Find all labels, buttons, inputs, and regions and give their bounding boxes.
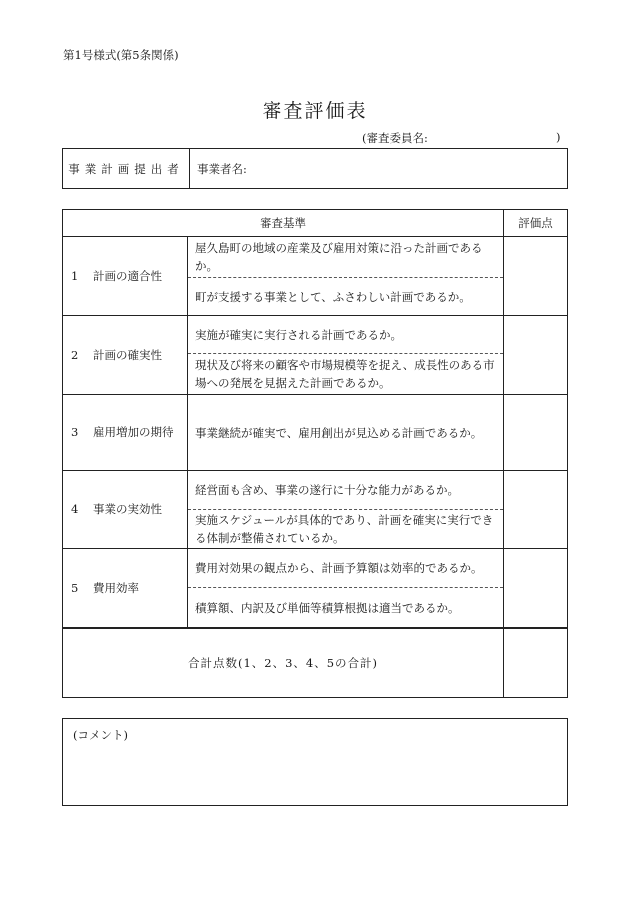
criterion-item: 経営面も含め、事業の遂行に十分な能力があるか。 (195, 483, 460, 497)
total-score-cell[interactable] (504, 629, 567, 698)
criterion-item: 現状及び将来の顧客や市場規模等を捉え、成長性のある市場への発展を見据えた計画であるか。 (195, 358, 495, 390)
reviewer-label: (審査委員名: (362, 131, 428, 145)
score-cell[interactable] (504, 395, 567, 470)
reviewer-name-line (362, 130, 562, 146)
criterion-item: 町が支援する事業として、ふさわしい計画であるか。 (195, 289, 471, 304)
criterion-item: 屋久島町の地域の産業及び雇用対策に沿った計画であるか。 (195, 241, 483, 273)
section-title: 計画の確実性 (93, 347, 162, 362)
section-number: 5 (71, 580, 79, 595)
section-title: 計画の適合性 (93, 268, 162, 283)
comment-box[interactable] (62, 718, 568, 806)
business-name-field[interactable]: 事業者名: (197, 161, 247, 176)
applicant-label: 事業計画提出者 (63, 149, 190, 188)
reviewer-close: ) (556, 130, 561, 144)
page-title: 審査評価表 (262, 100, 368, 122)
section-label (71, 236, 162, 315)
criterion-item: 積算額、内訳及び単価等積算根拠は適当であるか。 (195, 600, 460, 615)
score-cell[interactable] (504, 471, 567, 548)
score-cell[interactable] (504, 316, 567, 394)
criterion-item: 実施が確実に実行される計画であるか。 (195, 327, 402, 342)
header-criteria: 審査基準 (260, 216, 306, 230)
criteria-table (62, 209, 568, 698)
applicant-box (62, 148, 568, 189)
section-title: 事業の実効性 (93, 502, 162, 516)
criterion-item: 実施スケジュールが具体的であり、計画を確実に実行できる体制が整備されているか。 (195, 513, 494, 545)
header-score: 評価点 (518, 216, 553, 230)
section-number: 3 (71, 425, 79, 439)
total-label: 合計点数(1、2、3、4、5の合計) (187, 656, 379, 670)
score-cell[interactable] (504, 549, 567, 627)
section-label (71, 315, 162, 394)
section-label (71, 470, 162, 548)
section-title: 費用効率 (93, 580, 139, 595)
form-number: 第1号様式(第5条関係) (63, 48, 179, 62)
criterion-item: 費用対効果の観点から、計画予算額は効率的であるか。 (195, 561, 483, 575)
section-label (71, 548, 139, 627)
comment-label: (コメント) (73, 728, 128, 742)
section-title: 雇用増加の期待 (93, 425, 174, 439)
section-label (71, 394, 174, 470)
section-number: 1 (71, 268, 79, 283)
section-number: 4 (71, 502, 79, 516)
section-number: 2 (71, 347, 79, 362)
score-cell[interactable] (504, 237, 567, 315)
criterion-item: 事業継続が確実で、雇用創出が見込める計画であるか。 (195, 425, 483, 440)
label-column-divider (187, 236, 188, 628)
